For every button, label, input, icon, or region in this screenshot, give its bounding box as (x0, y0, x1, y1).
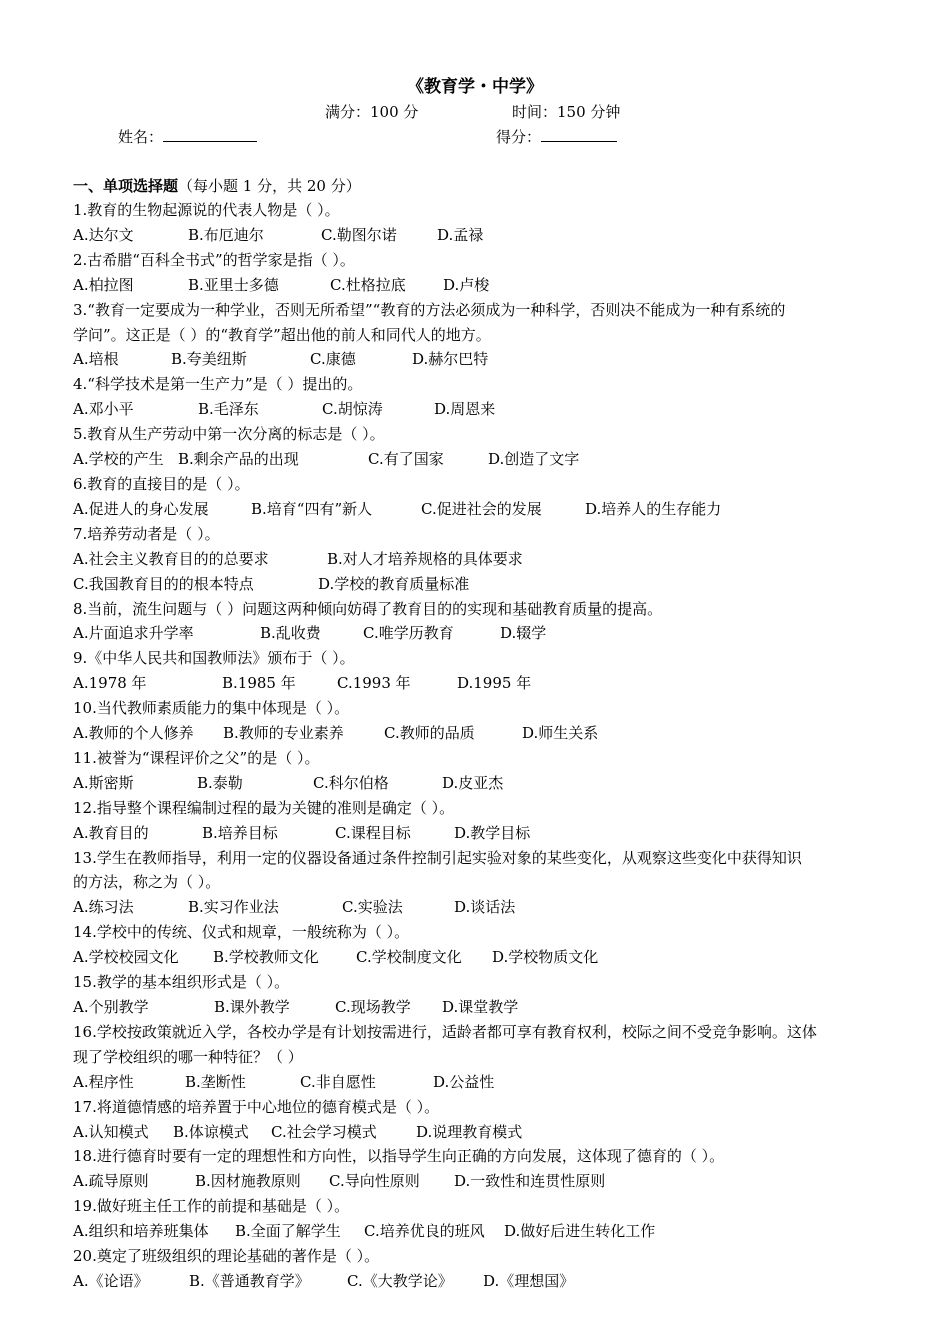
option-d[interactable]: D.教学目标 (454, 823, 531, 842)
option-c[interactable]: C.杜格拉底 (330, 275, 406, 294)
question-stem: 17.将道德情感的培养置于中心地位的德育模式是（ ）。 (73, 1097, 440, 1116)
question-item (73, 1244, 883, 1294)
option-row (73, 771, 883, 796)
option-b[interactable]: B.夸美纽斯 (171, 350, 247, 369)
option-d[interactable]: D.说理教育模式 (416, 1122, 523, 1141)
option-c[interactable]: C.康德 (310, 350, 356, 369)
section-title: 一、单项选择题 (73, 177, 179, 195)
question-item (73, 472, 883, 522)
option-row (73, 547, 883, 572)
option-c[interactable]: C.导向性原则 (329, 1172, 420, 1191)
option-b[interactable]: B.培养目标 (202, 823, 278, 842)
option-b[interactable]: B.体谅模式 (173, 1122, 249, 1141)
option-d[interactable]: D.一致性和连贯性原则 (454, 1172, 606, 1191)
question-item (73, 522, 883, 597)
option-row (73, 572, 883, 597)
option-c[interactable]: C.课程目标 (335, 823, 411, 842)
option-b[interactable]: B.课外教学 (214, 998, 290, 1016)
question-stem: 学问”。这正是（ ）的“教育学”超出他的前人和同代人的地方。 (73, 325, 491, 344)
option-b[interactable]: B.毛泽东 (198, 400, 259, 419)
option-b[interactable]: B.亚里士多德 (188, 275, 279, 294)
question-stem: 13.学生在教师指导，利用一定的仪器设备通过条件控制引起实验对象的某些变化，从观察这些变化中获得知识 (73, 848, 802, 867)
option-a[interactable]: A.斯密斯 (73, 773, 134, 792)
option-b[interactable]: B.乱收费 (260, 624, 321, 643)
question-stem: 16.学校按政策就近入学，各校办学是有计划按需进行，适龄者都可享有教育权利，校际之间不受竞争影响。这体 (73, 1022, 817, 1041)
question-item (73, 746, 883, 796)
question-stem: 6.教育的直接目的是（ ）。 (73, 474, 250, 493)
question-item (73, 1144, 883, 1194)
option-c[interactable]: C.有了国家 (368, 450, 444, 469)
question-stem: 5.教育从生产劳动中第一次分离的标志是（ ）。 (73, 425, 385, 444)
option-d[interactable]: D.《理想国》 (483, 1271, 575, 1290)
option-d[interactable]: D.辍学 (500, 624, 547, 643)
option-c[interactable]: C.胡惊涛 (322, 400, 383, 419)
option-row (73, 1169, 883, 1194)
option-row (73, 347, 883, 372)
question-stem: 4.“科学技术是第一生产力”是（ ）提出的。 (73, 375, 363, 394)
score-label: 得分： (496, 128, 542, 146)
option-b[interactable]: B.教师的专业素养 (223, 724, 344, 743)
option-c[interactable]: C.科尔伯格 (313, 773, 389, 792)
option-row (73, 223, 883, 248)
question-item (73, 298, 883, 373)
option-b[interactable]: B.因材施教原则 (195, 1172, 301, 1191)
question-stem: 15.教学的基本组织形式是（ ）。 (73, 973, 290, 992)
option-d[interactable]: D.学校物质文化 (492, 948, 599, 967)
option-row (73, 497, 883, 522)
question-item (73, 1020, 883, 1095)
option-d[interactable]: D.1995 年 (457, 674, 532, 693)
name-blank[interactable] (163, 125, 257, 142)
option-c[interactable]: C.培养优良的班风 (364, 1222, 485, 1241)
option-a[interactable]: A.教育目的 (73, 823, 149, 842)
question-stem: 11.被誉为“课程评价之父”的是（ ）。 (73, 748, 320, 767)
option-row (73, 671, 883, 696)
question-item (73, 696, 883, 746)
option-d[interactable]: D.创造了文字 (488, 450, 580, 469)
option-b[interactable]: B.学校教师文化 (213, 948, 319, 967)
option-b[interactable]: B.1985 年 (222, 674, 296, 693)
score-field (496, 125, 617, 149)
option-row (73, 1120, 883, 1145)
option-a[interactable]: A.社会主义教育目的的总要求 (73, 549, 269, 568)
score-blank[interactable] (541, 125, 617, 142)
name-label: 姓名： (118, 128, 164, 146)
question-stem: 1.教育的生物起源说的代表人物是（ ）。 (73, 201, 340, 219)
option-row (73, 821, 883, 846)
option-b[interactable]: B.全面了解学生 (235, 1222, 341, 1241)
question-stem: 3.“教育一定要成为一种学业，否则无所希望”“教育的方法必须成为一种科学，否则决不能成为一种有系统的 (73, 300, 786, 319)
question-stem: 9.《中华人民共和国教师法》颁布于（ ）。 (73, 649, 355, 668)
option-b[interactable]: B.培育“四有”新人 (251, 499, 373, 518)
option-d[interactable]: D.学校的教育质量标准 (318, 574, 470, 593)
option-row (73, 1269, 883, 1294)
question-item (73, 846, 883, 921)
option-a[interactable]: A.《论语》 (73, 1271, 149, 1290)
option-d[interactable]: D.孟禄 (437, 225, 484, 244)
option-a[interactable]: A.学校的产生 (73, 450, 164, 469)
option-d[interactable]: D.卢梭 (443, 275, 490, 294)
question-item (73, 248, 883, 298)
option-d[interactable]: D.做好后进生转化工作 (504, 1222, 656, 1241)
option-c[interactable]: C.我国教育目的的根本特点 (73, 574, 254, 593)
question-stem: 10.当代教师素质能力的集中体现是（ ）。 (73, 699, 350, 718)
option-a[interactable]: A.邓小平 (73, 400, 134, 419)
option-b[interactable]: B.泰勒 (197, 773, 243, 792)
question-stem: 8.当前，流生问题与（ ）问题这两种倾向妨碍了教育目的的实现和基础教育质量的提高。 (73, 599, 663, 618)
option-a[interactable]: A.个别教学 (73, 998, 149, 1016)
option-c[interactable]: C.勒图尔诺 (321, 225, 397, 244)
option-a[interactable]: A.片面追求升学率 (73, 624, 194, 643)
option-a[interactable]: A.练习法 (73, 898, 134, 917)
option-d[interactable]: D.培养人的生存能力 (585, 499, 722, 518)
section-heading (73, 174, 361, 198)
option-d[interactable]: D.周恩来 (434, 400, 496, 419)
question-list (73, 198, 883, 1294)
option-row (73, 1219, 883, 1244)
question-item (73, 970, 883, 1020)
exam-title: 《教育学・中学》 (407, 77, 543, 97)
option-a[interactable]: A.柏拉图 (73, 275, 134, 294)
question-stem: 12.指导整个课程编制过程的最为关键的准则是确定（ ）。 (73, 798, 455, 817)
section-note: （每小题 1 分，共 20 分） (178, 177, 361, 195)
question-item (73, 422, 883, 472)
option-a[interactable]: A.疏导原则 (73, 1172, 149, 1191)
option-row (73, 447, 883, 472)
option-d[interactable]: D.师生关系 (522, 724, 599, 743)
question-stem: 19.做好班主任工作的前提和基础是（ ）。 (73, 1197, 350, 1216)
option-a[interactable]: A.1978 年 (73, 674, 147, 693)
option-c[interactable]: C.学校制度文化 (356, 948, 462, 967)
option-row (73, 945, 883, 970)
option-b[interactable]: B.垄断性 (185, 1072, 246, 1091)
option-a[interactable]: A.达尔文 (73, 225, 134, 244)
option-c[interactable]: C.促进社会的发展 (421, 499, 542, 518)
option-a[interactable]: A.程序性 (73, 1072, 134, 1091)
option-b[interactable]: B.剩余产品的出现 (178, 450, 299, 469)
question-stem: 7.培养劳动者是（ ）。 (73, 524, 220, 543)
name-field (118, 125, 257, 149)
option-b[interactable]: B.对人才培养规格的具体要求 (327, 549, 523, 568)
option-d[interactable]: D.公益性 (433, 1072, 495, 1091)
option-c[interactable]: C.非自愿性 (300, 1072, 376, 1091)
question-stem: 的方法，称之为（ ）。 (73, 873, 221, 892)
question-stem: 14.学校中的传统、仪式和规章，一般统称为（ ）。 (73, 923, 410, 942)
option-c[interactable]: C.现场教学 (335, 998, 411, 1016)
option-a[interactable]: A.促进人的身心发展 (73, 499, 209, 518)
option-a[interactable]: A.学校校园文化 (73, 948, 179, 967)
option-b[interactable]: B.《普通教育学》 (189, 1271, 310, 1290)
option-row (73, 273, 883, 298)
question-item (73, 1194, 883, 1244)
option-c[interactable]: C.实验法 (342, 898, 403, 917)
option-row (73, 621, 883, 646)
question-stem: 20.奠定了班级组织的理论基础的著作是（ ）。 (73, 1247, 380, 1266)
question-item (73, 198, 883, 248)
question-stem: 18.进行德育时要有一定的理想性和方向性，以指导学生向正确的方向发展，这体现了德育的（ ）。 (73, 1147, 725, 1166)
question-item (73, 372, 883, 422)
option-a[interactable]: A.组织和培养班集体 (73, 1222, 209, 1241)
question-item (73, 796, 883, 846)
option-b[interactable]: B.布厄迪尔 (188, 225, 264, 244)
question-item (73, 920, 883, 970)
option-d[interactable]: D.赫尔巴特 (412, 350, 489, 369)
option-d[interactable]: D.皮亚杰 (442, 773, 504, 792)
question-item (73, 646, 883, 696)
question-stem: 现了学校组织的哪一种特征？（ ） (73, 1047, 303, 1066)
question-stem: 2.古希腊“百科全书式”的哲学家是指（ ）。 (73, 250, 355, 269)
option-row (73, 995, 883, 1020)
option-b[interactable]: B.实习作业法 (188, 898, 279, 917)
option-row (73, 895, 883, 920)
option-c[interactable]: C.教师的品质 (384, 724, 475, 743)
option-a[interactable]: A.教师的个人修养 (73, 724, 194, 743)
option-row (73, 721, 883, 746)
option-row (73, 397, 883, 422)
option-a[interactable]: A.认知模式 (73, 1122, 149, 1141)
option-c[interactable]: C.社会学习模式 (271, 1122, 377, 1141)
option-row (73, 1070, 883, 1095)
option-a[interactable]: A.培根 (73, 350, 119, 369)
option-d[interactable]: D.谈话法 (454, 898, 516, 917)
full-score: 满分：100 分 (325, 103, 419, 121)
option-c[interactable]: C.1993 年 (337, 674, 411, 693)
option-d[interactable]: D.课堂教学 (442, 998, 519, 1016)
exam-time: 时间：150 分钟 (512, 103, 621, 121)
question-item (73, 1095, 883, 1145)
question-item (73, 597, 883, 647)
option-c[interactable]: C.唯学历教育 (363, 624, 454, 643)
option-c[interactable]: C.《大教学论》 (347, 1271, 453, 1290)
